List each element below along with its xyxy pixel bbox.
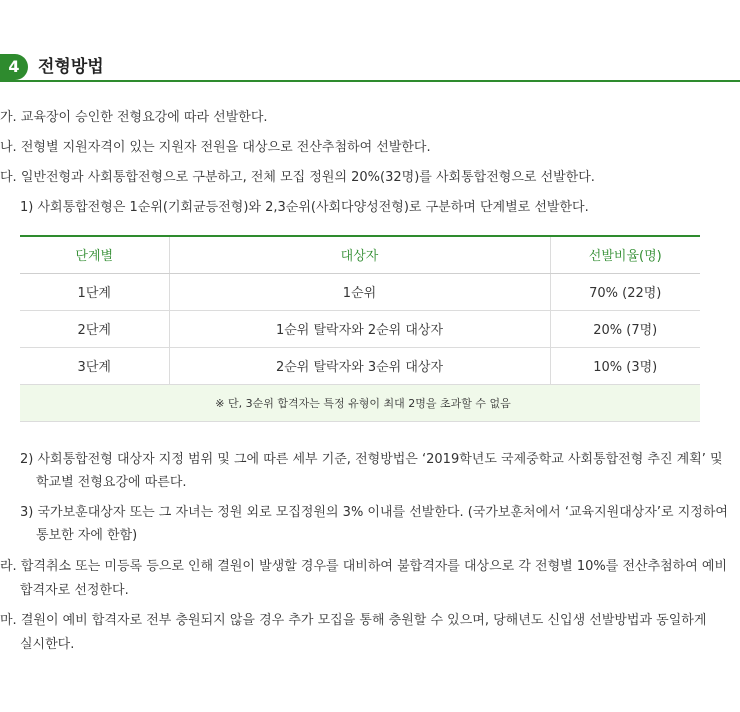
table-cell: 1단계	[20, 273, 169, 310]
item-ga: 가. 교육장이 승인한 전형요강에 따라 선발한다.	[0, 110, 268, 125]
table-cell: 1순위	[169, 273, 550, 310]
item-sub1: 1) 사회통합전형은 1순위(기회균등전형)와 2,3순위(사회다양성전형)로 구분하며 단계별로 선발한다.	[20, 200, 589, 215]
item-sub3-line1: 3) 국가보훈대상자 또는 그 자녀는 정원 외로 모집정원의 3% 이내를 선발한다. (국가보훈처에서 ‘교육지원대상자’로 지정하여	[20, 505, 728, 520]
table-cell: 70% (22명)	[550, 273, 700, 310]
table-row	[20, 310, 700, 347]
item-ma-line2: 실시한다.	[20, 637, 75, 652]
table-cell: 1순위 탈락자와 2순위 대상자	[169, 310, 550, 347]
table-cell: 3단계	[20, 347, 169, 384]
table-row	[20, 273, 700, 310]
table-note-row	[20, 384, 700, 421]
table-cell: 20% (7명)	[550, 310, 700, 347]
item-sub3-line2: 통보한 자에 한함)	[36, 528, 138, 543]
table-header-row	[20, 236, 700, 273]
item-ra-line2: 합격자로 선정한다.	[20, 583, 129, 598]
table-note: ※ 단, 3순위 합격자는 특정 유형이 최대 2명을 초과할 수 없음	[20, 384, 700, 421]
item-sub2-line1: 2) 사회통합전형 대상자 지정 범위 및 그에 따른 세부 기준, 전형방법은 ‘2019학년도 국제중학교 사회통합전형 추진 계획’ 및	[20, 452, 723, 467]
table-cell: 2단계	[20, 310, 169, 347]
section-number-badge: 4	[0, 54, 28, 80]
item-ma-line1: 마. 결원이 예비 합격자로 전부 충원되지 않을 경우 추가 모집을 통해 충원할 수 있으며, 당해년도 신입생 선발방법과 동일하게	[0, 613, 707, 628]
table-header-target: 대상자	[169, 236, 550, 273]
table-cell: 10% (3명)	[550, 347, 700, 384]
table-header-stage: 단계별	[20, 236, 169, 273]
table-header-ratio: 선발비율(명)	[550, 236, 700, 273]
table-row	[20, 347, 700, 384]
item-na: 나. 전형별 지원자격이 있는 지원자 전원을 대상으로 전산추첨하여 선발한다.	[0, 140, 431, 155]
selection-stage-table	[20, 235, 700, 422]
item-sub2-line2: 학교별 전형요강에 따른다.	[36, 475, 187, 490]
section-header	[0, 52, 740, 82]
table-cell: 2순위 탈락자와 3순위 대상자	[169, 347, 550, 384]
item-da: 다. 일반전형과 사회통합전형으로 구분하고, 전체 모집 정원의 20%(32명)를 사회통합전형으로 선발한다.	[0, 170, 595, 185]
section-title: 전형방법	[38, 57, 104, 77]
item-ra-line1: 라. 합격취소 또는 미등록 등으로 인해 결원이 발생할 경우를 대비하여 불합격자를 대상으로 각 전형별 10%를 전산추첨하여 예비	[0, 559, 728, 574]
